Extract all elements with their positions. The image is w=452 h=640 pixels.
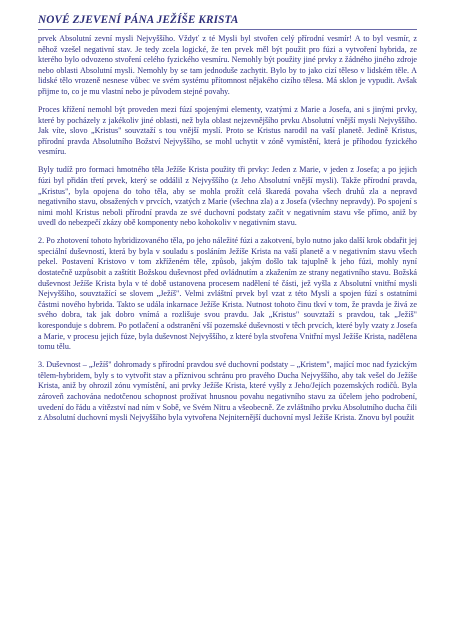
- paragraph: Proces křížení nemohl být proveden mezi fúzí spojenými elementy, vzatými z Marie a Josefa, ani s jinými prvky, které by pocházely z jakékoliv jiné oblasti, než byla oblast nejzevnějšího prvku Absolutní vnější mysli Nejvyššího. Jak víte, slovo „Kristus" souvztaží s tou vnější myslí. Proto se Kristus narodil na vaší planetě. Jedině Kristus, přírodní pravda Absolutního Božství Nejvyššího, se mohl uchytit v zóně vymístění, která je příhodou fyzického vesmíru.: [38, 104, 417, 157]
- document-page: [38, 14, 417, 431]
- running-header: NOVÉ ZJEVENÍ PÁNA JEŽÍŠE KRISTA: [38, 14, 417, 30]
- paragraph: 3. Duševnost – „Ježíš" dohromady s přírodní pravdou své duchovní podstaty – „Kristem", mající moc nad fyzickým tělem-hybridem, byly s to vytvořit stav a příznivou schránu pro pravého Ducha Nejvyššího, aby tak vešel do Ježíše Krista, aniž by ohrozil zónu vymístění, ani prvky Ježíše Krista, které vyšly z Jeho/Jejích pozemských rodičů. Byla zároveň zachována nedotčenou schopnost prožívat hnusnou povahu negativního stavu za účelem jeho podrobení, uvedení do řádu a vítězství nad ním v Sobě, ve Svém Nitru a všeobecně. Ze zvláštního prvku Absolutního ducha čili z Absolutní duchovní mysli Nejvyššího byla vytvořena Nejniternější duchovní mysl Ježíše Krista. Znovu byl použit: [38, 360, 417, 423]
- paragraph: Byly tudíž pro formaci hmotného těla Ježíše Krista použity tři prvky: Jeden z Marie, v jeden z Josefa; a po jejich fúzi byl přidán třetí prvek, který se oddálil z Nejvyššího (z Jeho Absolutní vnější mysli). Takže přírodní pravda, „Kristus", byla opojena do toho těla, aby se mohla prožít celá škaredá povaha všech druhů zla a nepravd negativního stavu, obsažených v prvcích, vzatých z Marie (všechna zla) a z Josefa (všechny nepravdy). Po spojení s nimi mohl Kristus neboli přírodní pravda ze své duchovní podstaty začít v negativním stavu vše přímo, aniž by uvedl do nebezpečí zkázy obě komponenty nebo kohokoliv v negativním stavu.: [38, 165, 417, 228]
- paragraph: 2. Po zhotovení tohoto hybridizovaného těla, po jeho náležité fúzi a zakotvení, bylo nutno jako další krok obdařit jej speciální duševností, která by byla v souladu s posláním Ježíše Krista na vaší planetě a v negativním stavu všech pekel. Postavení Kristovo v tom zkříženém těle, způsob, jakým došlo tak tajuplně k jeho fúzi, mohly nyní dostatečně uzpůsobit a zaštítit Božskou duševnost před ovládnutím a zkažením ze strany negativního stavu. Božská duševnost Ježíše Krista byla v té době ustanovena procesem nadělení té části, jež vyšla z Absolutní vnitřní mysli Nejvyššího, souvztažící se slovem „Ježíš". Velmi zvláštní prvek byl vzat z této Mysli a spojen fúzí s ostatními částmi nového hybrida. Takto se udála inkarnace Ježíše Krista. Nutnost tohoto činu tkví v tom, že pravda je živá ze svého dobra, tak jak dobro vnímá a rozlišuje svou pravdu. Jak „Kristus" souvztaží s pravdou, tak „Ježíš" koresponduje s dobrem. Po potlačení a odstranění vší pozemské duševnosti v těch prvcích, které byly vzaty z Josefa a Marie, v procesu jejich fúze, byla duševnost Nejvyššího, z které byla stvořena Vnitřní mysl Ježíše Krista, nadělena tomu tělu.: [38, 236, 417, 352]
- paragraph: prvek Absolutní zevní mysli Nejvyššího. Vždyť z té Mysli byl stvořen celý přírodní vesmír! A to byl vesmír, z něhož vzešel negativní stav. Je tedy zcela logické, že ten prvek měl být použit pro fúzi a vytvoření hybrida, ze kterého bylo odvozeno stvoření celého fyzického vesmíru. Nemohly být použity jiné prvky z žádného jiného zdroje nebo oblasti Absolutní mysli. Nemohly by se tam jednoduše zachytit. Bylo by to jako cizí těleso v lidském těle. A lidské tělo vrozeně nesnese vůbec ve svém systému přítomnost nějakého cizího tělesa. Má sklon je vypudit. Avšak přijme to, co je mu vlastní nebo je původem stejné povahy.: [38, 34, 417, 96]
